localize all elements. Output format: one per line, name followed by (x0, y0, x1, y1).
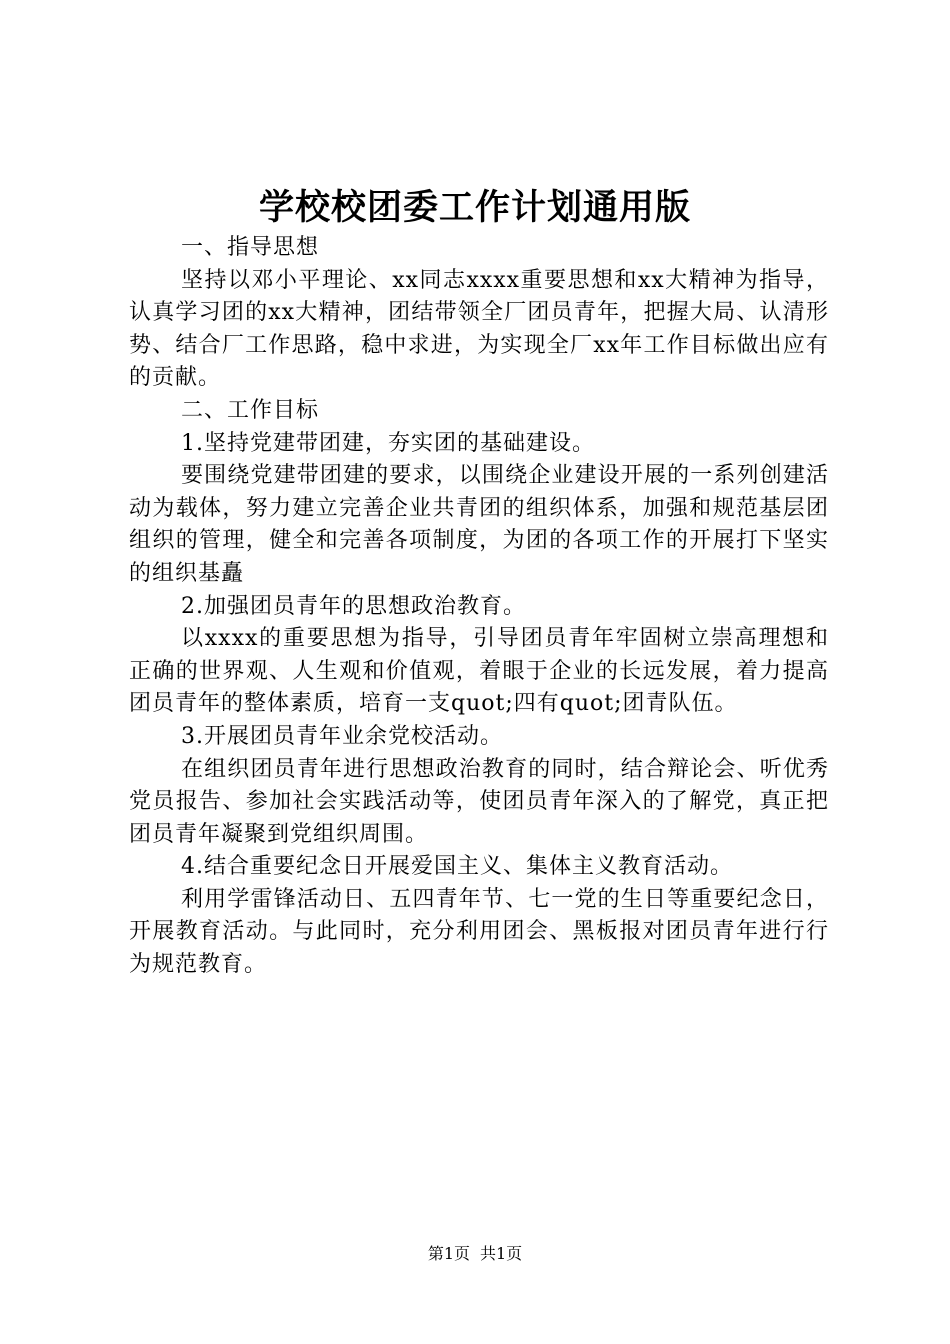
goal-heading: 4.结合重要纪念日开展爱国主义、集体主义教育活动。 (181, 854, 733, 880)
page-count: 共1页 (480, 1244, 523, 1263)
goal-heading: 2.加强团员青年的思想政治教育。 (181, 593, 526, 619)
document-body (129, 232, 829, 982)
section-heading-guiding-ideology: 一、指导思想 (181, 235, 320, 260)
paragraph: 利用学雷锋活动日、五四青年节、七一党的生日等重要纪念日，开展教育活动。与此同时，充分利用团会、黑板报对团员青年进行行为规范教育。 (129, 886, 829, 978)
section-heading-work-goals: 二、工作目标 (181, 397, 320, 423)
document-title: 学校校团委工作计划通用版 (258, 187, 691, 228)
paragraph: 坚持以邓小平理论、xx同志xxxx重要思想和xx大精神为指导，认真学习团的xx大精神，团结带领全厂团员青年，把握大局、认清形势、结合厂工作思路，稳中求进，为实现全厂xx年工作目标做出应有的贡献。 (129, 267, 829, 391)
paragraph: 在组织团员青年进行思想政治教育的同时，结合辩论会、听优秀党员报告、参加社会实践活动等，使团员青年深入的了解党，真正把团员青年凝聚到党组织周围。 (129, 756, 829, 847)
paragraph: 以xxxx的重要思想为指导，引导团员青年牢固树立崇高理想和正确的世界观、人生观和价值观，着眼于企业的长远发展，着力提高团员青年的整体素质，培育一支quot;四有quot;团青队伍。 (129, 626, 829, 717)
page-footer (0, 1244, 950, 1264)
goal-heading: 3.开展团员青年业余党校活动。 (181, 723, 503, 749)
goal-heading: 1.坚持党建带团建，夯实团的基础建设。 (181, 430, 595, 456)
paragraph: 要围绕党建带团建的要求，以围绕企业建设开展的一系列创建活动为载体，努力建立完善企业共青团的组织体系，加强和规范基层团组织的管理，健全和完善各项制度，为团的各项工作的开展打下坚实的组织基矗 (129, 463, 829, 586)
page-number: 第1页 (427, 1244, 470, 1263)
